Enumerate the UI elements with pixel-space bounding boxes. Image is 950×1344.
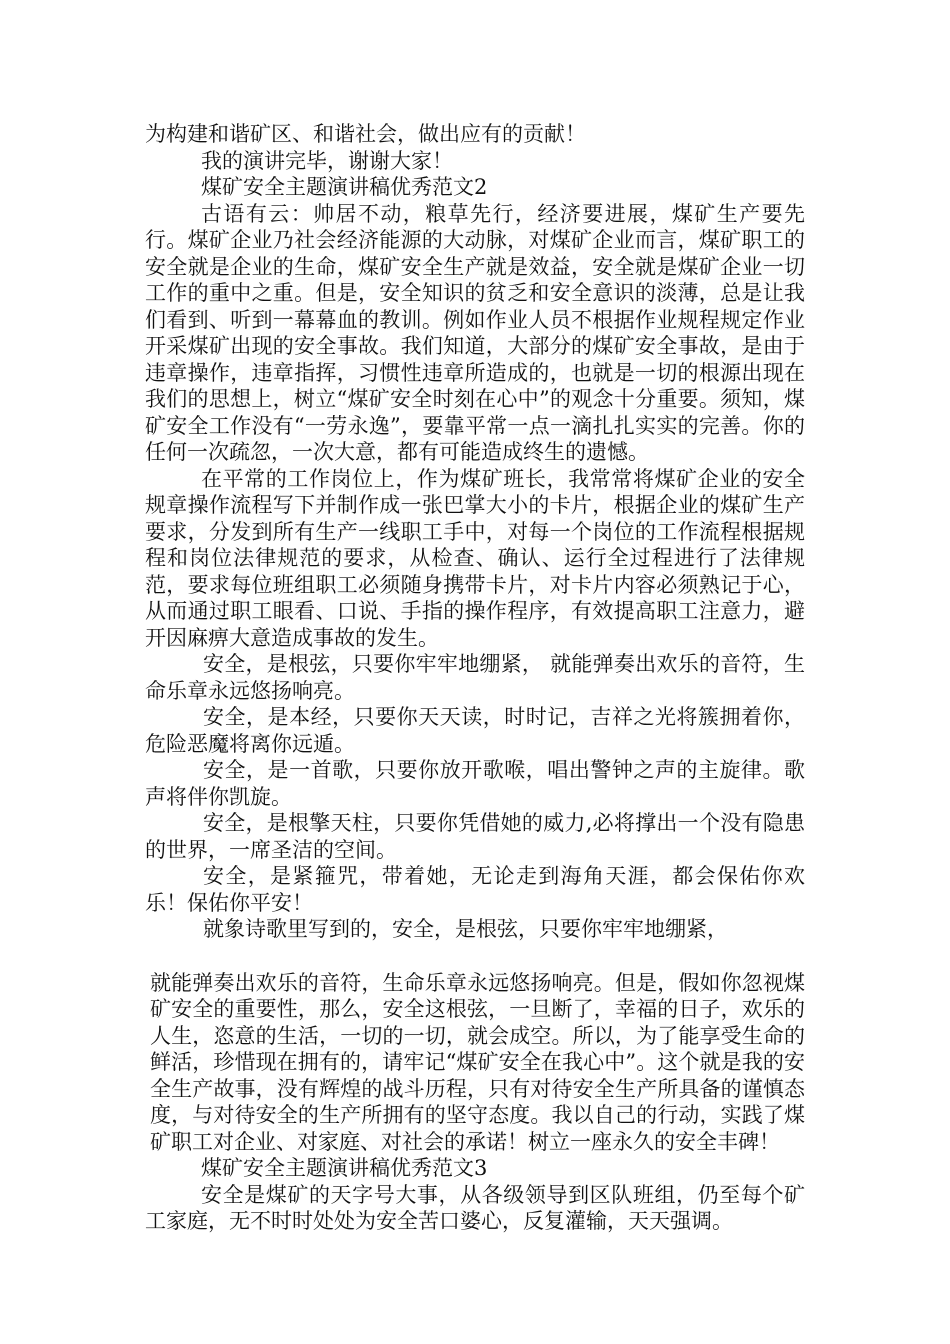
paragraph-poem-intro: 就象诗歌里写到的，安全，是根弦，只要你牢牢地绷紧，: [203, 917, 728, 941]
paragraph-gap: [145, 943, 805, 970]
paragraph-safety-song: 安全，是一首歌，只要你放开歌喉，唱出警钟之声的主旋律。歌声将伴你凯旋。: [145, 758, 805, 809]
paragraph-safety-band: 安全，是紧箍咒，带着她，无论走到海角天涯，都会保佑你欢乐！保佑你平安！: [145, 864, 805, 915]
paragraph-safety-string: 安全，是根弦，只要你牢牢地绷紧， 就能弹奏出欢乐的音符，生命乐章永远悠扬响亮。: [145, 652, 805, 703]
paragraph-safety-pillar: 安全，是根擎天柱，只要你凭借她的威力,必将撑出一个没有隐患的世界，一席圣洁的空间。: [145, 811, 805, 862]
paragraph-ancient-saying: 古语有云：帅居不动，粮草先行，经济要进展，煤矿生产要先行。煤矿企业乃社会经济能源的大动脉，对煤矿企业而言，煤矿职工的安全就是企业的生命，煤矿安全生产就是效益，安全就是煤矿企业一切工作的重中之重。但是，安全知识的贫乏和安全意识的淡薄，总是让我们看到、听到一幕幕血的教训。例如作业人员不根据作业规程规定作业开采煤矿出现的安全事故。我们知道，大部分的煤矿安全事故，是由于违章操作，违章指挥，习惯性违章所造成的，也就是一切的根源出现在我们的思想上，树立“煤矿安全时刻在心中”的观念十分重要。须知，煤矿安全工作没有“一劳永逸”，要靠平常一点一滴扎扎实实的完善。你的任何一次疏忽，一次大意，都有可能造成终生的遗憾。: [145, 201, 805, 464]
paragraph-thanks: 我的演讲完毕，谢谢大家！: [201, 148, 453, 173]
paragraph-closing-line: 为构建和谐矿区、和谐社会，做出应有的贡献！: [145, 122, 586, 146]
document-body: [145, 121, 805, 1235]
paragraph-safety-first: 安全是煤矿的天字号大事，从各级领导到区队班组，仍至每个矿工家庭，无不时时处处为安全苦口婆心，反复灌输，天天强调。: [145, 1182, 805, 1233]
section-title-3: 煤矿安全主题演讲稿优秀范文3: [201, 1156, 488, 1180]
paragraph-conclusion: 就能弹奏出欢乐的音符，生命乐章永远悠扬响亮。但是，假如你忽视煤矿安全的重要性，那么，安全这根弦，一旦断了，幸福的日子，欢乐的人生，恣意的生活，一切的一切，就会成空。所以，为了能享受生命的鲜活，珍惜现在拥有的，请牢记“煤矿安全在我心中”。这个就是我的安全生产故事，没有辉煌的战斗历程，只有对待安全生产所具备的谨慎态度，与对待安全的生产所拥有的坚守态度。我以自己的行动，实践了煤矿职工对企业、对家庭、对社会的承诺！树立一座永久的安全丰碑！: [150, 970, 805, 1154]
section-title-2: 煤矿安全主题演讲稿优秀范文2: [201, 175, 488, 199]
paragraph-work-post: 在平常的工作岗位上，作为煤矿班长，我常常将煤矿企业的安全规章操作流程写下并制作成一张巴掌大小的卡片，根据企业的煤矿生产要求，分发到所有生产一线职工手中，对每一个岗位的工作流程根据规程和岗位法律规范的要求，从检查、确认、运行全过程进行了法律规范，要求每位班组职工必须随身携带卡片，对卡片内容必须熟记于心，从而通过职工眼看、口说、手指的操作程序，有效提高职工注意力，避开因麻痹大意造成事故的发生。: [145, 466, 805, 650]
paragraph-safety-scripture: 安全，是本经，只要你天天读，时时记，吉祥之光将簇拥着你，危险恶魔将离你远遁。: [145, 705, 805, 756]
